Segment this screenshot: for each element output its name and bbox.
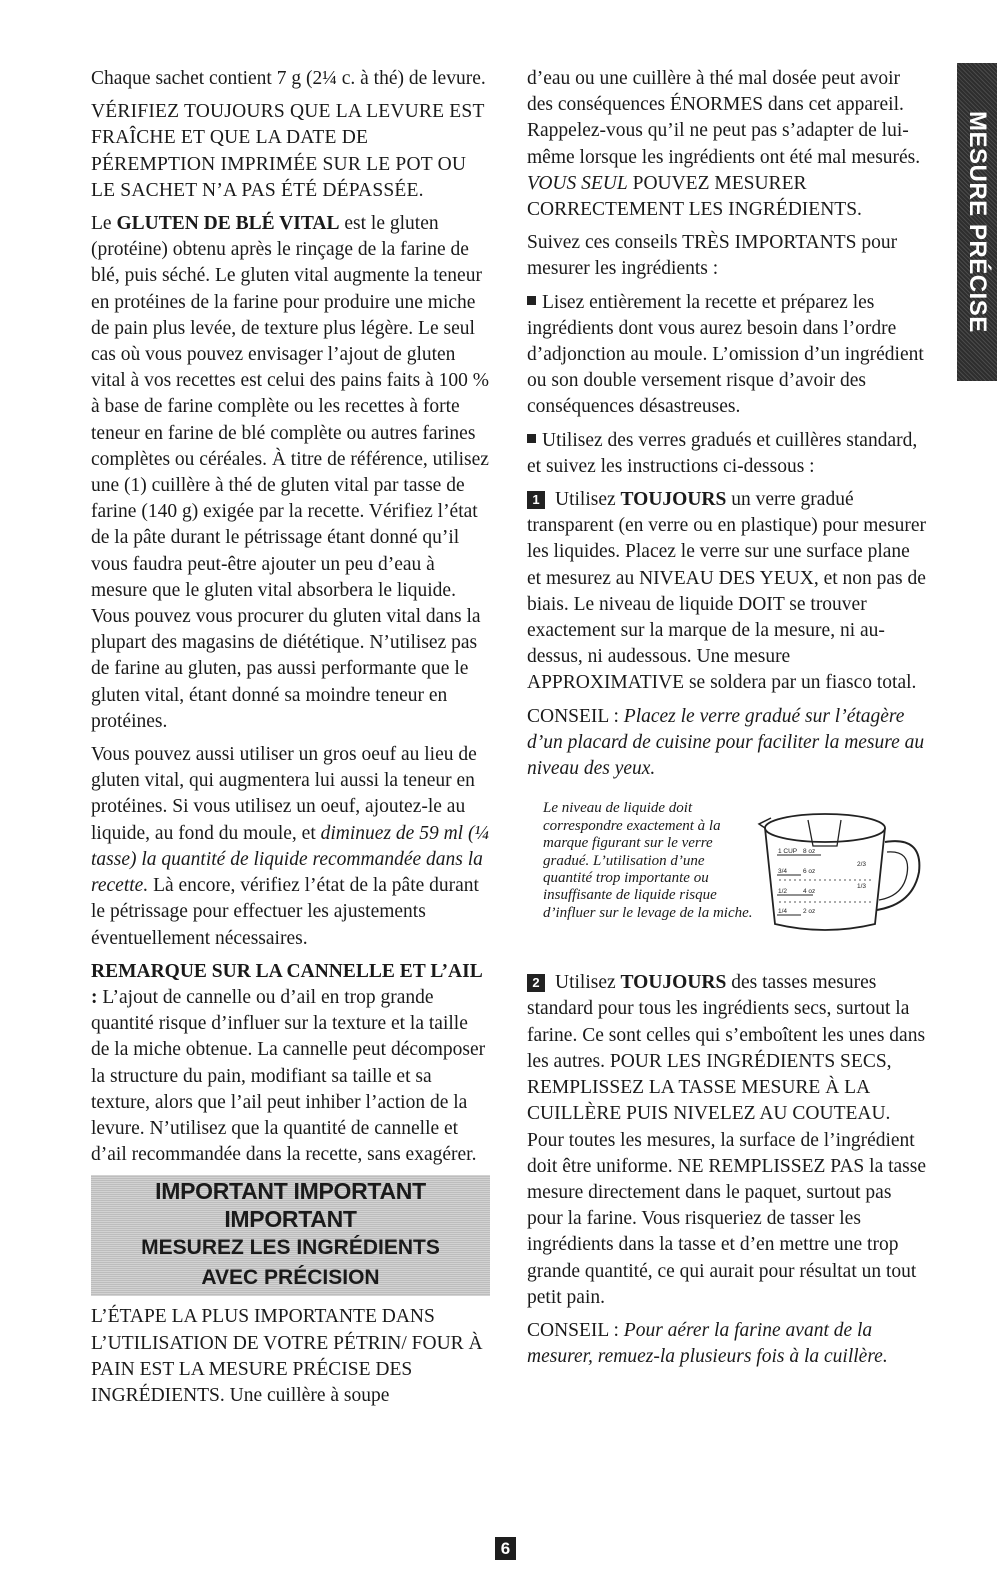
banner-subtitle-line: AVEC PRÉCISION — [201, 1266, 380, 1290]
you-alone-italic: VOUS SEUL — [527, 172, 628, 194]
cinnamon-garlic-note: REMARQUE SUR LA CANNELLE ET L’AIL : L’ajout de cannelle ou d’ail en trop grande quantité risque d’influer sur la texture et la taille de la miche obtenue. La cannelle peut décomposer la structure du pain, modifiant sa taille et sa texture, alors que l’ail peut inhiber l’action de la levure. N’utilisez que la quantité de cannelle et d’ail recommandée dans la recette, sans exagérer. — [91, 960, 486, 1166]
cup-mark-label: 6 oz — [803, 868, 816, 876]
cup-mark-label: 4 oz — [803, 888, 816, 896]
cup-mark-label: 2 oz — [803, 908, 816, 916]
left-column — [91, 66, 490, 1416]
tip-1: CONSEIL : Placez le verre gradué sur l’étagère d’un placard de cuisine pour faciliter la mesure au niveau des yeux. — [527, 705, 925, 780]
yeast-packet-note: Chaque sachet contient 7 g (2¼ c. à thé) de levure. — [91, 68, 486, 89]
measuring-consequences-paragraph: d’eau ou une cuillère à thé mal dosée peut avoir des conséquences ÉNORMES dans cet appareil. Rappelez-vous qu’il ne peut pas s’adapter de lui-même lorsque les ingrédients ont été mal mesurés. VOUS SEUL POUVEZ MESURER CORRECTEMENT LES INGRÉDIENTS. — [527, 68, 921, 221]
side-tab-label: MESURE PRÉCISE — [964, 111, 991, 333]
cinnamon-garlic-heading: REMARQUE SUR LA CANNELLE ET L’AIL : — [91, 960, 482, 1008]
cup-mark-label: 1/2 — [778, 888, 788, 896]
advice-intro: Suivez ces conseils TRÈS IMPORTANTS pour mesurer les ingrédients : — [527, 232, 898, 280]
vital-gluten-paragraph: Le GLUTEN DE BLÉ VITAL est le gluten (protéine) obtenu après le rinçage de la farine de blé, puis séché. Le gluten vital augmente la teneur en protéines de la farine pour produire une miche de pain plus levée, de texture plus légère. Le seul cas où vous pouvez envisager l’ajout de gluten vital à vos recettes est celui des pains faits à 100 % à base de farine complète ou les recettes à forte teneur en farine de blé complète ou autres farines complètes ou céréales. À titre de référence, utilisez une (1) cuillère à thé de gluten vital par tasse de farine (140 g) exigée par la recette. Vérifiez l’état de la pâte durant le pétrissage étant donné qu’il vous faudra peut-être ajouter un peu d’eau à mesure que le gluten vital absorbera le liquide. Vous pouvez vous procurer du gluten vital dans la plupart des magasins de diététique. N’utilisez pas de farine au gluten, pas aussi performante que le gluten vital, étant donné sa moindre teneur en protéines. — [91, 213, 489, 732]
egg-substitute-paragraph: Vous pouvez aussi utiliser un gros oeuf au lieu de gluten vital, qui augmentera lui aussi la teneur en protéines. Si vous utilisez un oeuf, ajoutez-le au liquide, au fond du moule, et diminuez de 59 ml (¼ tasse) la quantité de liquide recommandée dans la recette. Là encore, vérifiez l’état de la pâte durant le pétrissage pour effectuer les ajustements éventuellement nécessaires. — [91, 744, 490, 949]
freshness-warning: VÉRIFIEZ TOUJOURS QUE LA LEVURE EST FRAÎCHE ET QUE LA DATE DE PÉREMPTION IMPRIMÉE SUR LE POT OU LE SACHET N’A PAS ÉTÉ DÉPASSÉE. — [91, 101, 485, 201]
page-number: 6 — [495, 1537, 516, 1560]
tip-2: CONSEIL : Pour aérer la farine avant de la mesurer, remuez-la plusieurs fois à la cuillère. — [527, 1319, 888, 1368]
egg-instruction-italic: diminuez de 59 ml (¼ tasse) la quantité de liquide recommandée dans la recette. — [91, 822, 490, 897]
bullet-use-measuring-tools: Utilisez des verres gradués et cuillères standard, et suivez les instructions ci-dessous : — [527, 429, 918, 477]
cup-mark-label: 3/4 — [778, 868, 788, 876]
measuring-cup-illustration-icon — [753, 802, 933, 942]
right-column — [527, 66, 928, 1377]
vital-gluten-term: GLUTEN DE BLÉ VITAL — [116, 213, 340, 235]
banner-important-line: IMPORTANT IMPORTANT IMPORTANT — [155, 1178, 426, 1233]
measuring-cup-figure — [527, 800, 928, 948]
bullet-square-icon — [527, 434, 536, 443]
step-number-badge: 2 — [527, 974, 545, 992]
bullet-square-icon — [527, 296, 536, 305]
cup-mark-label: 1/4 — [778, 908, 788, 916]
measuring-importance-paragraph: L’ÉTAPE LA PLUS IMPORTANTE DANS L’UTILISATION DE VOTRE PÉTRIN/ FOUR À PAIN EST LA MESURE PRÉCISE DES INGRÉDIENTS. Une cuillère à soupe — [91, 1306, 483, 1406]
section-side-tab — [957, 63, 997, 381]
cup-mark-label: 1 CUP — [778, 848, 798, 856]
cup-mark-label: 8 oz — [803, 848, 816, 856]
cup-mark-label: 1/3 — [857, 883, 867, 891]
bullet-read-recipe: Lisez entièrement la recette et préparez les ingrédients dont vous aurez besoin dans l’ordre d’adjonction au moule. L’omission d’un ingrédient ou son double versement risque d’avoir des conséquences désastreuses. — [527, 291, 924, 418]
cup-mark-label: 2/3 — [857, 861, 867, 869]
step-2-dry-measuring: 2 Utilisez TOUJOURS des tasses mesures standard pour tous les ingrédients secs, surtout la farine. Ce sont celles qui s’emboîtent les unes dans les autres. POUR LES INGRÉDIENTS SECS, REMPLISSEZ LA TASSE MESURE À LA CUILLÈRE PUIS NIVELEZ AU COUTEAU. Pour toutes les mesures, la surface de l’ingrédient doit être uniforme. NE REMPLISSEZ PAS la tasse mesure directement dans le paquet, surtout pas pour la farine. Vous risqueriez de tasser les ingrédients dans la tasse et d’en mettre une trop grande quantité, ce qui aurait pour résultat un tout petit pain. — [527, 972, 927, 1308]
banner-title-line: MESUREZ LES INGRÉDIENTS — [141, 1236, 440, 1260]
step-number-badge: 1 — [527, 491, 545, 509]
step-1-liquid-measuring: 1 Utilisez TOUJOURS un verre gradué transparent (en verre ou en plastique) pour mesurer les liquides. Placez le verre sur une surface plane et mesurez au NIVEAU DES YEUX, et non pas de biais. Le niveau de liquide DOIT se trouver exactement sur la marque de la mesure, ni au-dessus, ni audessous. Une mesure APPROXIMATIVE se soldera par un fiasco total. — [527, 489, 927, 694]
figure-caption: Le niveau de liquide doit correspondre exactement à la marque figurant sur le verre gradué. L’utilisation d’une quantité trop importante ou insuffisante de liquide risque d’influer sur le levage de la miche. — [543, 800, 753, 921]
important-banner — [91, 1175, 490, 1296]
